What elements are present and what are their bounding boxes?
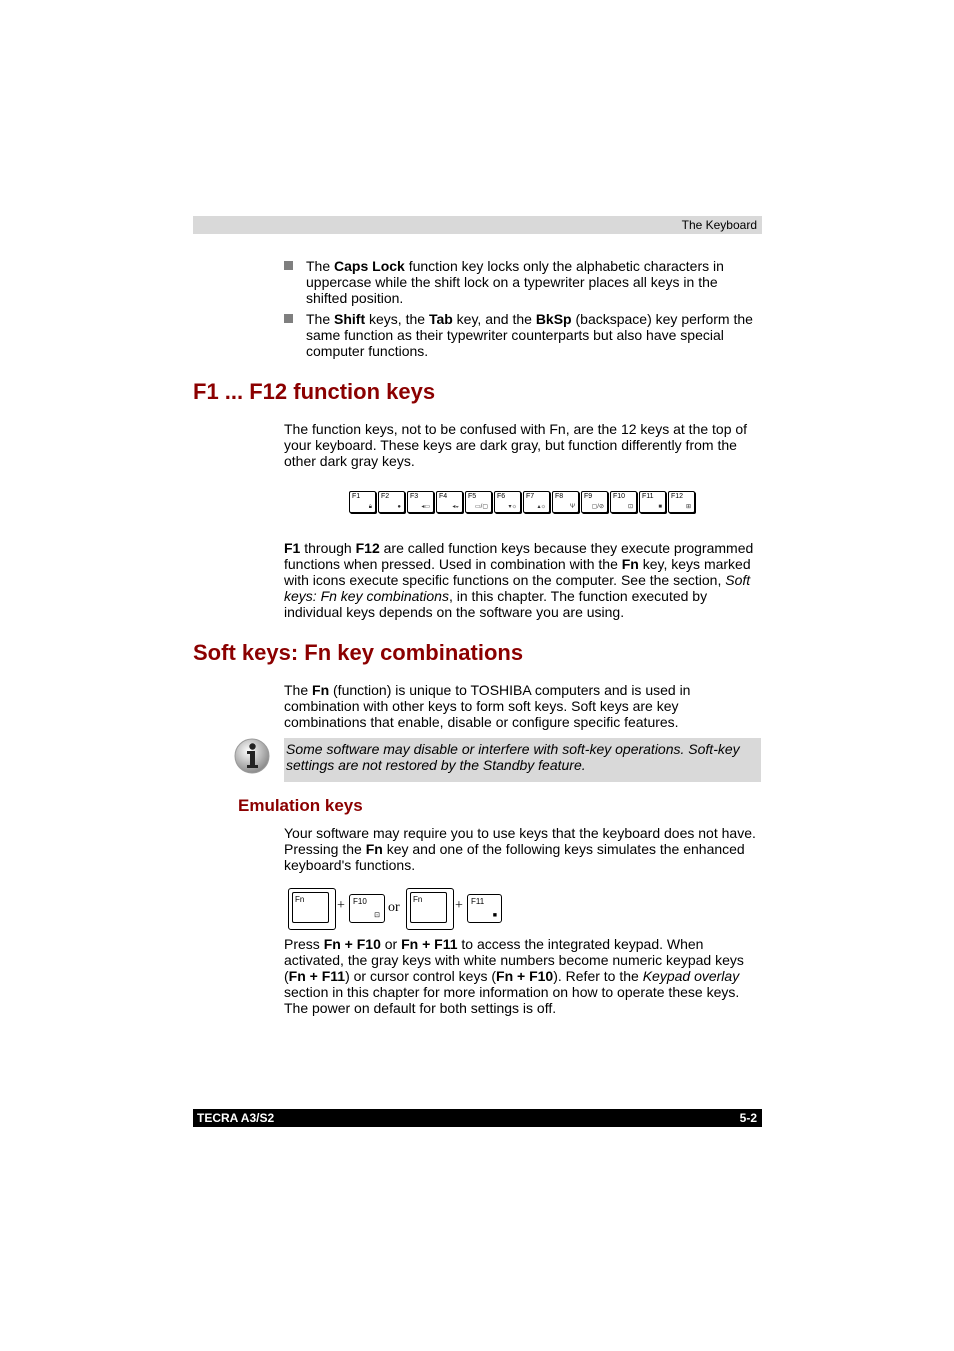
f7-key: F7 ▴☼ [523,491,550,513]
f8-key: F8 Ψ [552,491,579,513]
f5-key: F5 ▭/▢ [465,491,492,513]
function-keys-description: F1 through F12 are called function keys because they execute programmed functions when pressed. Used in combination with the Fn key, keys marked with icons execute specific functions on the computer. See the section, Soft keys: Fn key combinations, in this chapter. The function executed by individual keys depends on the software you are using. [284,540,754,620]
fn-key-graphic: Fn [406,888,454,930]
bullet-marker [284,314,293,323]
function-keys-intro: The function keys, not to be confused with Fn, are the 12 keys at the top of your keyboard. These keys are dark gray, but function differently from the other dark gray keys. [284,421,748,469]
f12-key: F12 ⊞ [668,491,695,513]
scroll-lock-icon: ⊞ [685,504,691,510]
running-footer [193,1109,762,1127]
hibernate-icon: ◂◒ [452,504,459,510]
bullet-caps-lock: The Caps Lock function key locks only the alphabetic characters in uppercase while the shift lock on a typewriter places all keys in the shifted position. [306,258,724,306]
f2-key: F2 ● [378,491,405,513]
heading-emulation-keys: Emulation keys [238,796,363,815]
numeric-mode-icon: ■ [658,504,662,510]
footer-model: TECRA A3/S2 [197,1111,275,1125]
header-section-title: The Keyboard [681,218,757,232]
bullet-marker [284,261,293,270]
moon-icon: ● [397,504,401,510]
fn-key-graphic: Fn [288,888,336,930]
footer-page-number: 5-2 [739,1111,757,1125]
f6-key: F6 ▾☼ [494,491,521,513]
info-icon [234,738,270,774]
heading-function-keys: F1 ... F12 function keys [193,379,436,404]
f4-key: F4 ◂◒ [436,491,463,513]
arrow-mode-icon: ⊡ [374,912,380,919]
lock-icon: 🔒︎ [368,504,372,510]
f10-key-graphic: F10 ⊡ [349,894,385,923]
arrow-mode-icon: ⊡ [627,504,633,510]
or-text: or [388,900,400,915]
wireless-icon: Ψ [569,504,575,510]
brightness-down-icon: ▾☼ [508,504,517,510]
emulation-intro: Your software may require you to use keys that the keyboard does not have. Pressing the Fn key and one of the following keys simulates the enhanced keyboard's functions. [284,825,756,873]
function-key-row [349,491,697,513]
f1-key: F1 🔒︎ [349,491,376,513]
f11-key-graphic: F11 ■ [467,894,502,923]
f9-key: F9 ▢/⊘ [581,491,608,513]
touchpad-icon: ▢/⊘ [591,504,604,510]
running-header [193,216,762,234]
brightness-up-icon: ▴☼ [537,504,546,510]
note-box [284,738,761,782]
soft-keys-intro: The Fn (function) is unique to TOSHIBA computers and is used in combination with other keys to form soft keys. Soft keys are key combinations that enable, disable or configure specific features. [284,682,691,730]
display-icon: ▭/▢ [474,504,488,510]
f10-key: F10 ⊡ [610,491,637,513]
f11-key: F11 ■ [639,491,666,513]
battery-icon: ◂▭ [421,504,430,510]
plus-sign: + [455,898,463,913]
emulation-description: Press Fn + F10 or Fn + F11 to access the integrated keypad. When activated, the gray keys with white numbers become numeric keypad keys (Fn + F11) or cursor control keys (Fn + F10). Refer to the Keypad overlay section in this chapter for more information on how to operate these keys. The power on default for both settings is off. [284,936,744,1016]
heading-soft-keys: Soft keys: Fn key combinations [193,640,524,665]
f3-key: F3 ◂▭ [407,491,434,513]
plus-sign: + [337,898,345,913]
note-text: Some software may disable or interfere with soft-key operations. Soft-key settings are not restored by the Standby feature. [286,741,740,773]
bullet-shift-tab-bksp: The Shift keys, the Tab key, and the BkSp (backspace) key perform the same function as their typewriter counterparts but also have special computer functions. [306,311,753,359]
numeric-mode-icon: ■ [492,912,497,919]
